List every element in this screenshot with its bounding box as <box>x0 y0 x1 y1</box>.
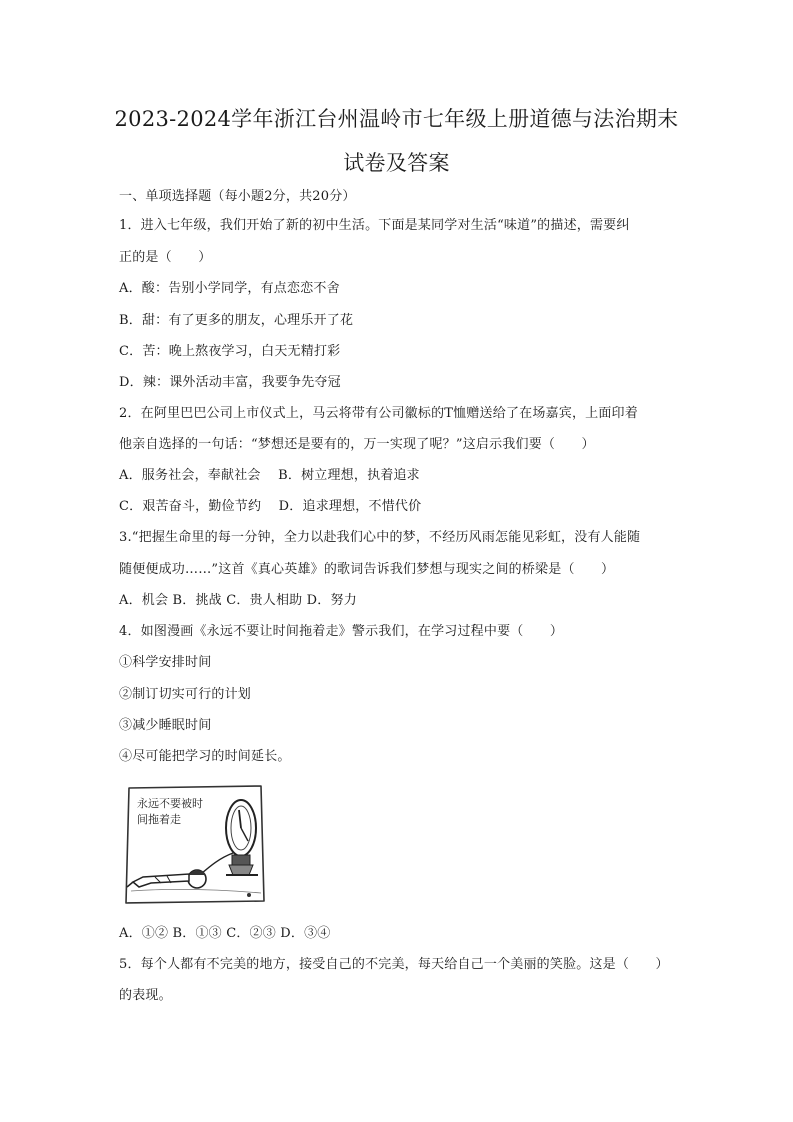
q4-stem: 4．如图漫画《永远不要让时间拖着走》警示我们，在学习过程中要（ ） <box>119 624 564 639</box>
boy-figure-icon <box>127 870 206 888</box>
document-title-line-1: 2023-2024学年浙江台州温岭市七年级上册道德与法治期末 <box>114 107 679 131</box>
q4-item-4: ④尽可能把学习的时间延长。 <box>119 749 291 764</box>
q4-item-1: ①科学安排时间 <box>119 655 212 670</box>
q1-option-a: A．酸：告别小学同学，有点恋恋不舍 <box>119 281 340 296</box>
q3-stem-line-2: 随便便成功……”这首《真心英雄》的歌词告诉我们梦想与现实之间的桥梁是（ ） <box>119 562 615 577</box>
q3-options: A．机会 B．挑战 C．贵人相助 D．努力 <box>119 593 357 608</box>
q1-option-d: D．辣：课外活动丰富，我要争先夺冠 <box>119 375 341 390</box>
q5-stem-line-2: 的表现。 <box>119 988 172 1003</box>
q4-options: A．①② B．①③ C．②③ D．③④ <box>119 926 331 941</box>
document-title-line-2: 试卷及答案 <box>343 151 450 175</box>
q1-stem-line-2: 正的是（ ） <box>119 250 212 265</box>
q3-stem-line-1: 3.“把握生命里的每一分钟，全力以赴我们心中的梦，不经历风雨怎能见彩虹，没有人能随 <box>119 530 641 545</box>
q2-stem-line-1: 2．在阿里巴巴公司上市仪式上，马云将带有公司徽标的T恤赠送给了在场嘉宾，上面印着 <box>119 406 638 421</box>
q1-stem-line-1: 1．进入七年级，我们开始了新的初中生活。下面是某同学对生活“味道”的描述，需要纠 <box>119 218 630 233</box>
q1-option-b: B．甜：有了更多的朋友，心理乐开了花 <box>119 313 354 328</box>
q4-item-3: ③减少睡眠时间 <box>119 718 212 733</box>
q5-stem-line-1: 5．每个人都有不完美的地方，接受自己的不完美，每天给自己一个美丽的笑脸。这是（ ） <box>119 957 669 972</box>
clock-icon <box>226 800 258 875</box>
q1-option-c: C．苦：晚上熬夜学习，白天无精打彩 <box>119 344 341 359</box>
comic-illustration <box>121 783 267 905</box>
q4-item-2: ②制订切实可行的计划 <box>119 687 252 702</box>
section-heading: 一、单项选择题（每小题2分，共20分） <box>119 189 356 204</box>
comic-drawing <box>121 783 267 905</box>
comic-caption-line-2: 间拖着走 <box>137 813 181 826</box>
q2-options-line-1: A．服务社会，奉献社会 B．树立理想，执着追求 <box>119 468 420 483</box>
q2-options-line-2: C．艰苦奋斗，勤俭节约 D．追求理想，不惜代价 <box>119 499 422 514</box>
q2-stem-line-2: 他亲自选择的一句话：“梦想还是要有的，万一实现了呢？”这启示我们要（ ） <box>119 437 595 452</box>
comic-caption-line-1: 永远不要被时 <box>137 797 203 810</box>
